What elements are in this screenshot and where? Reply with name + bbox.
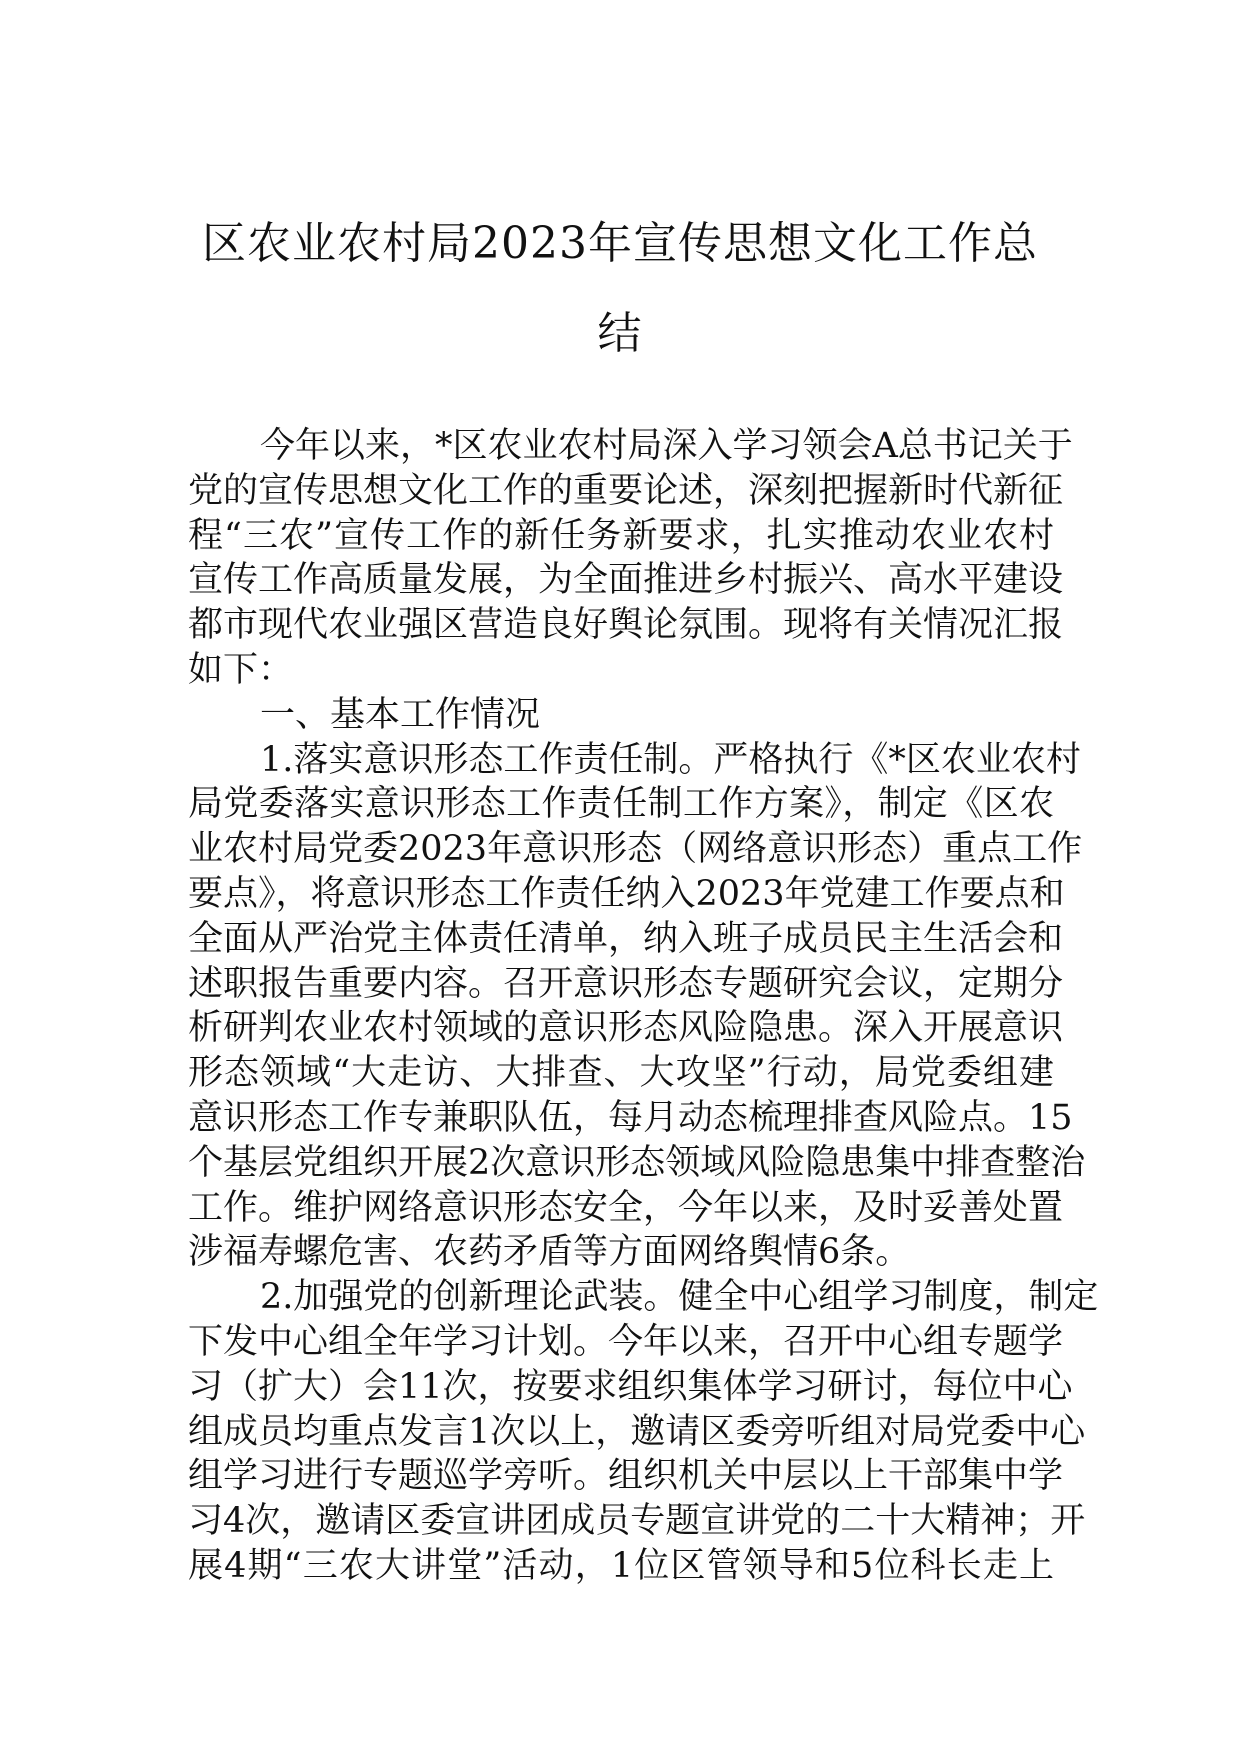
paragraph-line: 形态领域“大走访、大排查、大攻坚”行动，局党委组建 bbox=[188, 1053, 1054, 1094]
paragraph-line: 局党委落实意识形态工作责任制工作方案》，制定《区农 bbox=[188, 784, 1054, 825]
paragraph-line: 展4期“三农大讲堂”活动，1位区管领导和5位科长走上 bbox=[188, 1545, 1054, 1586]
paragraph-line: 析研判农业农村领域的意识形态风险隐患。深入开展意识 bbox=[188, 1008, 1064, 1049]
paragraph-line: 今年以来，*区农业农村局深入学习领会A总书记关于 bbox=[260, 426, 1073, 466]
paragraph-line: 党的宣传思想文化工作的重要论述，深刻把握新时代新征 bbox=[188, 470, 1064, 511]
paragraph-line: 如下： bbox=[188, 649, 294, 690]
paragraph-line: 工作。维护网络意识形态安全，今年以来，及时妥善处置 bbox=[188, 1187, 1064, 1228]
paragraph-line: 全面从严治党主体责任清单，纳入班子成员民主生活会和 bbox=[188, 918, 1064, 959]
paragraph-line: 涉福寿螺危害、农药矛盾等方面网络舆情6条。 bbox=[188, 1232, 911, 1273]
document-title-line-1: 区农业农村局2023年宣传思想文化工作总 bbox=[202, 218, 1038, 269]
paragraph-line: 组成员均重点发言1次以上，邀请区委旁听组对局党委中心 bbox=[188, 1411, 1086, 1452]
paragraph-line: 习（扩大）会11次，按要求组织集体学习研讨，每位中心 bbox=[188, 1366, 1073, 1407]
paragraph-line: 程“三农”宣传工作的新任务新要求，扎实推动农业农村 bbox=[188, 515, 1054, 556]
section-heading: 一、基本工作情况 bbox=[260, 694, 541, 735]
document-title-line-2: 结 bbox=[597, 308, 643, 359]
paragraph-line: 个基层党组织开展2次意识形态领域风险隐患集中排查整治 bbox=[188, 1142, 1086, 1183]
document-body bbox=[188, 424, 1099, 1589]
paragraph-line: 组学习进行专题巡学旁听。组织机关中层以上干部集中学 bbox=[188, 1456, 1064, 1497]
paragraph-line: 2.加强党的创新理论武装。健全中心组学习制度，制定 bbox=[260, 1277, 1099, 1318]
paragraph-line: 1.落实意识形态工作责任制。严格执行《*区农业农村 bbox=[260, 739, 1081, 780]
paragraph-line: 意识形态工作专兼职队伍，每月动态梳理排查风险点。15 bbox=[188, 1097, 1073, 1138]
paragraph-line: 习4次，邀请区委宣讲团成员专题宣讲党的二十大精神；开 bbox=[188, 1501, 1086, 1542]
paragraph-line: 都市现代农业强区营造良好舆论氛围。现将有关情况汇报 bbox=[188, 605, 1064, 646]
paragraph-line: 述职报告重要内容。召开意识形态专题研究会议，定期分 bbox=[188, 963, 1064, 1004]
paragraph-line: 要点》，将意识形态工作责任纳入2023年党建工作要点和 bbox=[188, 873, 1065, 914]
paragraph-line: 宣传工作高质量发展，为全面推进乡村振兴、高水平建设 bbox=[188, 560, 1064, 601]
paragraph-line: 业农村局党委2023年意识形态（网络意识形态）重点工作 bbox=[188, 829, 1083, 870]
paragraph-line: 下发中心组全年学习计划。今年以来，召开中心组专题学 bbox=[188, 1321, 1064, 1362]
